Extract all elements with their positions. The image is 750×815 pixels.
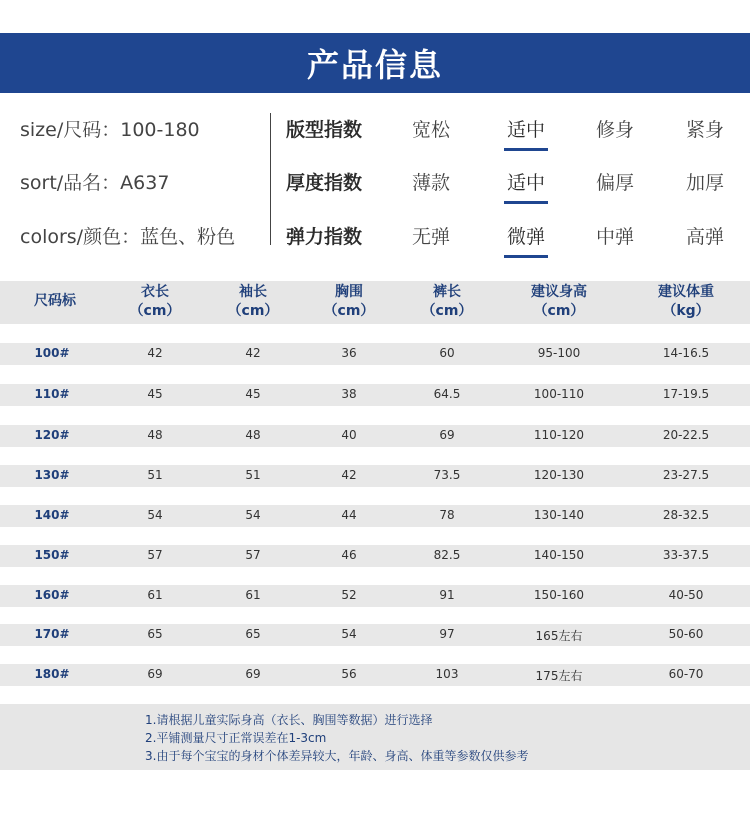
table-row: 160# 61 61 52 91 150-160 40-50 — [0, 585, 750, 607]
table-row: 180# 69 69 56 103 175左右 60-70 — [0, 664, 750, 686]
elastic-option-slight: 微弹 — [491, 222, 561, 249]
colors-info: colors/颜色：蓝色、粉色 — [20, 226, 236, 248]
fit-option-slim: 修身 — [595, 119, 634, 141]
thickness-option-thin: 薄款 — [411, 172, 450, 194]
page-title: 产品信息 — [306, 46, 443, 84]
note-1: 1.请根据儿童实际身高（衣长、胸围等数据）进行选择 — [145, 713, 433, 727]
note-2: 2.平铺测量尺寸正常误差在1-3cm — [145, 731, 327, 745]
fit-option-loose: 宽松 — [411, 119, 450, 141]
notes-section — [0, 704, 750, 770]
table-row: 120# 48 48 40 69 110-120 20-22.5 — [0, 425, 750, 447]
table-row: 170# 65 65 54 97 165左右 50-60 — [0, 624, 750, 646]
thickness-option-thick: 加厚 — [685, 172, 724, 194]
header-length: 衣长 （cm） — [129, 284, 181, 319]
thickness-index-label: 厚度指数 — [286, 172, 363, 194]
header-sleeve: 袖长 （cm） — [227, 284, 279, 319]
header-pants-length: 裤长 （cm） — [421, 284, 473, 319]
title-banner — [0, 33, 750, 93]
table-row: 100# 42 42 36 60 95-100 14-16.5 — [0, 343, 750, 365]
elastic-index-label: 弹力指数 — [286, 226, 363, 248]
header-weight: 建议体重 （kg） — [658, 284, 714, 319]
fit-option-regular: 适中 — [491, 115, 561, 142]
note-3: 3.由于每个宝宝的身材个体差异较大，年龄、身高、体重等参数仅供参考 — [145, 749, 529, 763]
elastic-option-high: 高弹 — [685, 226, 724, 248]
elastic-option-medium: 中弹 — [595, 226, 634, 248]
table-row: 140# 54 54 44 78 130-140 28-32.5 — [0, 505, 750, 527]
header-size: 尺码标 — [34, 293, 76, 309]
table-row: 150# 57 57 46 82.5 140-150 33-37.5 — [0, 545, 750, 567]
table-row: 110# 45 45 38 64.5 100-110 17-19.5 — [0, 384, 750, 406]
thickness-option-thickish: 偏厚 — [595, 172, 634, 194]
header-chest: 胸围 （cm） — [323, 284, 375, 319]
header-height: 建议身高 （cm） — [531, 284, 587, 319]
elastic-option-none: 无弹 — [411, 226, 450, 248]
table-row: 130# 51 51 42 73.5 120-130 23-27.5 — [0, 465, 750, 487]
size-table-header — [0, 281, 750, 324]
fit-option-tight: 紧身 — [685, 119, 724, 141]
fit-index-label: 版型指数 — [286, 119, 363, 141]
info-row-thickness — [0, 166, 750, 196]
info-row-fit — [0, 113, 750, 143]
info-row-elastic — [0, 220, 750, 250]
sort-info: sort/品名：A637 — [20, 172, 170, 194]
thickness-option-moderate: 适中 — [491, 168, 561, 195]
size-info: size/尺码：100-180 — [20, 119, 200, 141]
